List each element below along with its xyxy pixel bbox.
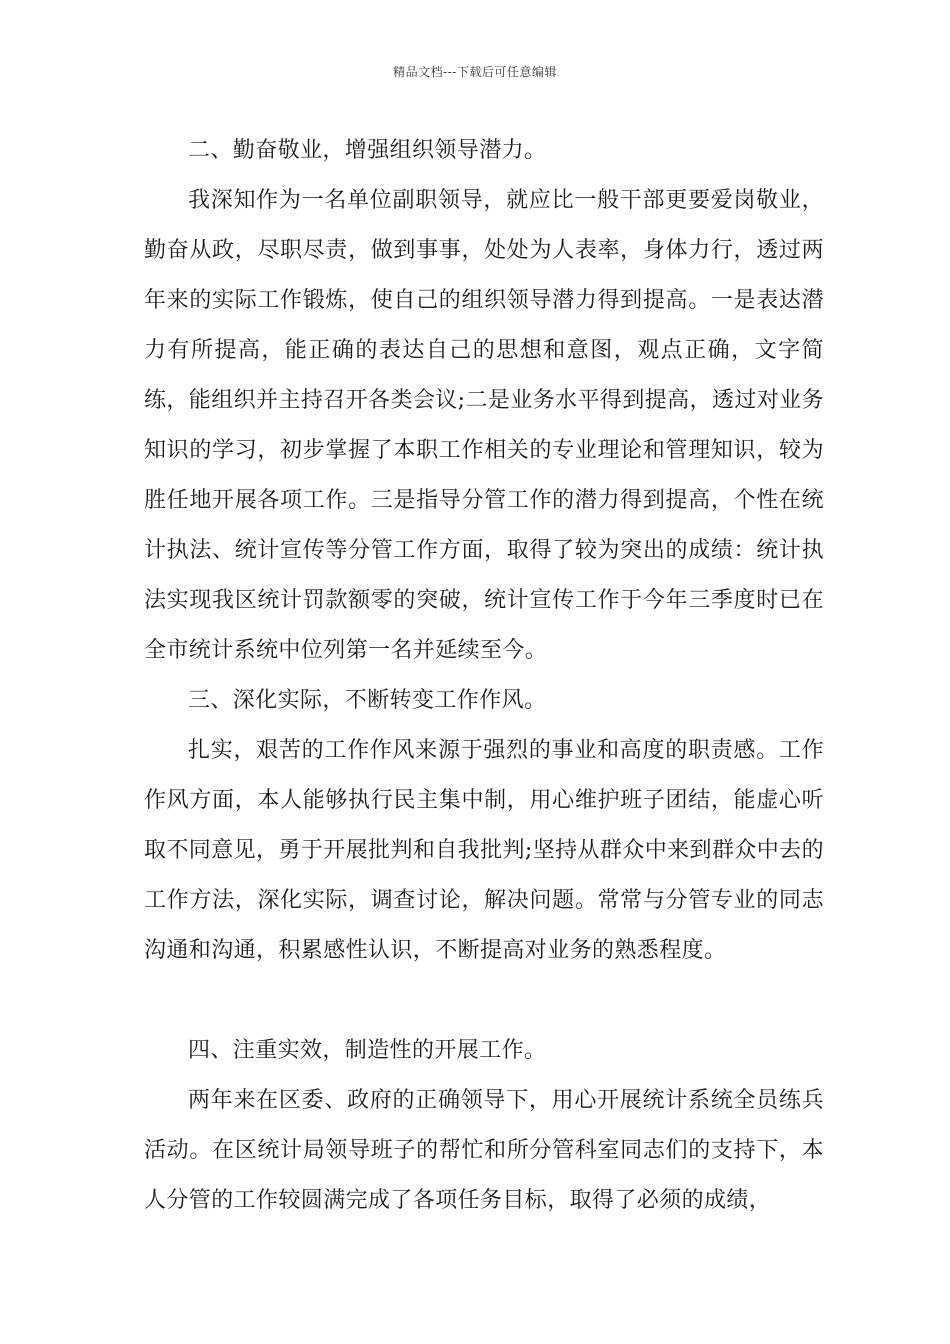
section-paragraph: 我深知作为一名单位副职领导，就应比一般干部更要爱岗敬业，勤奋从政，尽职尽责，做到事事，处处为人表率，身体力行，透过两年来的实际工作锻炼，使自己的组织领导潜力得到提高。一是表达潜力有所提高，能正确的表达自己的思想和意图，观点正确，文字简练，能组织并主持召开各类会议;二是业务水平得到提高，透过对业务知识的学习，初步掌握了本职工作相关的专业理论和管理知识，较为胜任地开展各项工作。三是指导分管工作的潜力得到提高，个性在统计执法、统计宣传等分管工作方面，取得了较为突出的成绩：统计执法实现我区统计罚款额零的突破，统计宣传工作于今年三季度时已在全市统计系统中位列第一名并延续至今。: [144, 188, 824, 663]
document-body: [144, 126, 824, 1226]
section-4: [144, 1026, 824, 1226]
section-2: [144, 126, 824, 676]
section-heading: 二、勤奋敬业，增强组织领导潜力。: [188, 138, 547, 163]
section-heading: 四、注重实效，制造性的开展工作。: [188, 1038, 547, 1063]
section-paragraph: 两年来在区委、政府的正确领导下，用心开展统计系统全员练兵活动。在区统计局领导班子的帮忙和所分管科室同志们的支持下，本人分管的工作较圆满完成了各项任务目标，取得了必须的成绩，: [144, 1088, 824, 1213]
section-spacer: [144, 976, 824, 1026]
section-3: [144, 676, 824, 976]
page-header: 精品文档---下载后可任意编辑: [393, 65, 557, 79]
section-heading: 三、深化实际，不断转变工作作风。: [188, 688, 547, 713]
section-paragraph: 扎实，艰苦的工作作风来源于强烈的事业和高度的职责感。工作作风方面，本人能够执行民主集中制，用心维护班子团结，能虚心听取不同意见，勇于开展批判和自我批判;坚持从群众中来到群众中去的工作方法，深化实际，调查讨论，解决问题。常常与分管专业的同志沟通和沟通，积累感性认识，不断提高对业务的熟悉程度。: [144, 738, 824, 963]
